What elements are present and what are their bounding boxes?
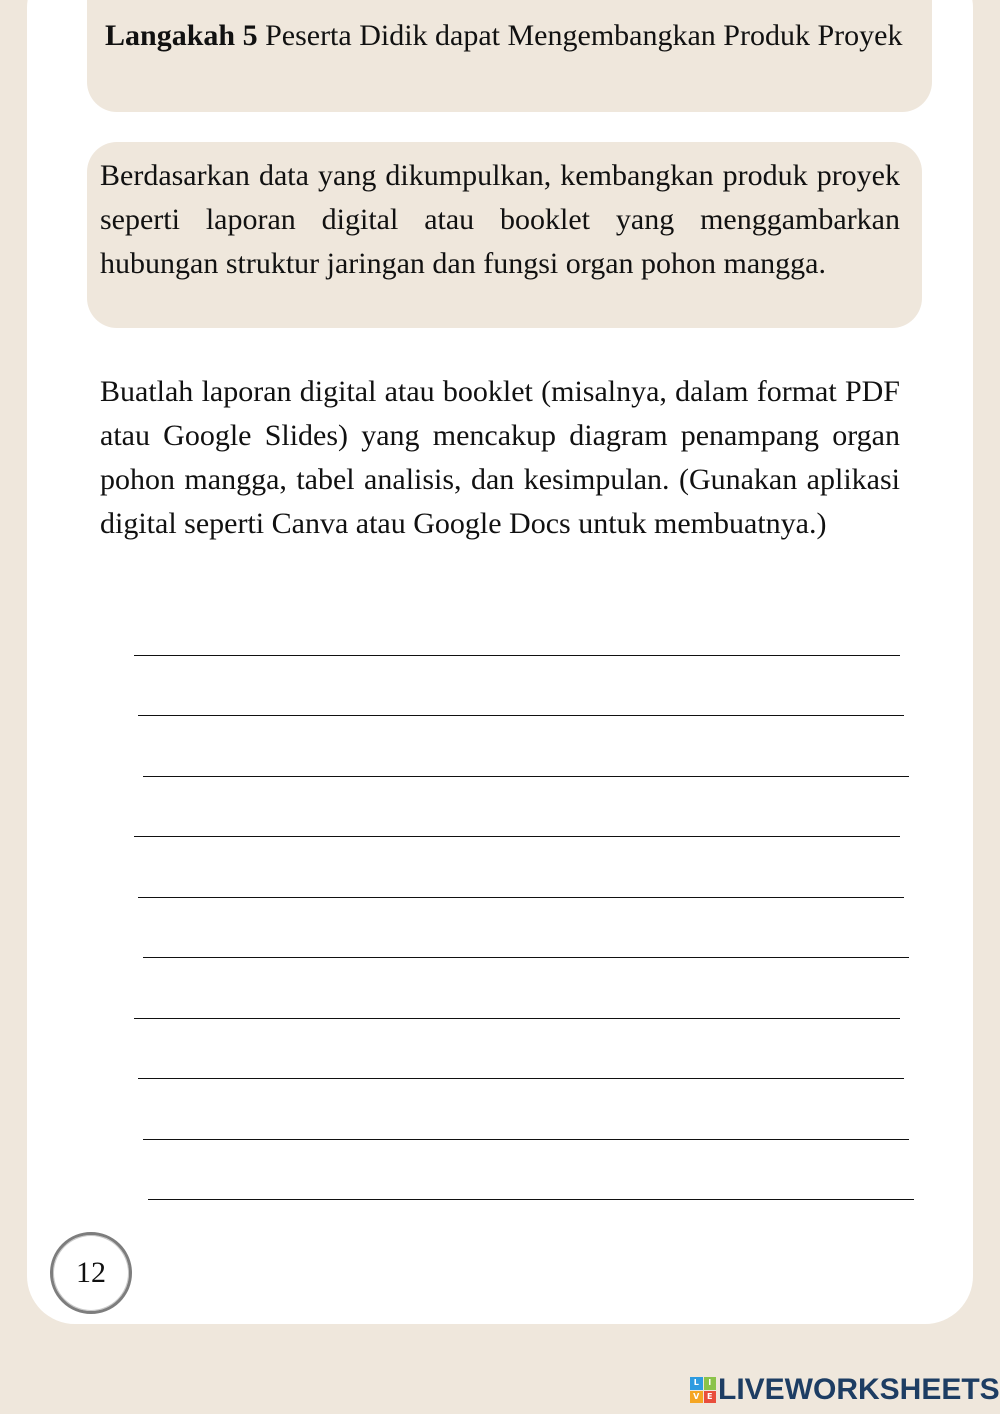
- step-title: Peserta Didik dapat Mengembangkan Produk Proyek: [257, 19, 903, 52]
- answer-line-4[interactable]: [134, 836, 900, 837]
- page-number: 12: [76, 1256, 106, 1289]
- brand-name: LIVEWORKSHEETS: [718, 1373, 1000, 1406]
- answer-line-7[interactable]: [134, 1018, 900, 1019]
- task-text: Buatlah laporan digital atau booklet (misalnya, dalam format PDF atau Google Slides) yang mencakup diagram penampang organ pohon mangga, tabel analisis, dan kesimpulan. (Gunakan aplikasi digital seperti Canva atau Google Docs untuk membuatnya.): [100, 375, 900, 540]
- instruction-text: Berdasarkan data yang dikumpulkan, kembangkan produk proyek seperti laporan digital atau booklet yang menggambarkan hubungan struktur jaringan dan fungsi organ pohon mangga.: [100, 159, 900, 280]
- answer-line-5[interactable]: [138, 897, 904, 898]
- logo-letter-i: I: [704, 1377, 717, 1390]
- step-label: Langakah 5: [105, 19, 258, 52]
- answer-line-1[interactable]: [134, 655, 900, 656]
- answer-line-10[interactable]: [148, 1199, 914, 1200]
- logo-letter-e: E: [704, 1391, 717, 1404]
- logo-letter-v: V: [690, 1391, 703, 1404]
- answer-line-8[interactable]: [138, 1078, 904, 1079]
- answer-line-9[interactable]: [143, 1139, 909, 1140]
- liveworksheets-logo-icon: [690, 1377, 716, 1403]
- answer-line-3[interactable]: [143, 776, 909, 777]
- logo-letter-l: L: [690, 1377, 703, 1390]
- step-heading: [105, 14, 905, 58]
- answer-line-6[interactable]: [143, 957, 909, 958]
- answer-line-2[interactable]: [138, 715, 904, 716]
- liveworksheets-brand[interactable]: [690, 1372, 1000, 1408]
- page-number-badge: [50, 1232, 132, 1314]
